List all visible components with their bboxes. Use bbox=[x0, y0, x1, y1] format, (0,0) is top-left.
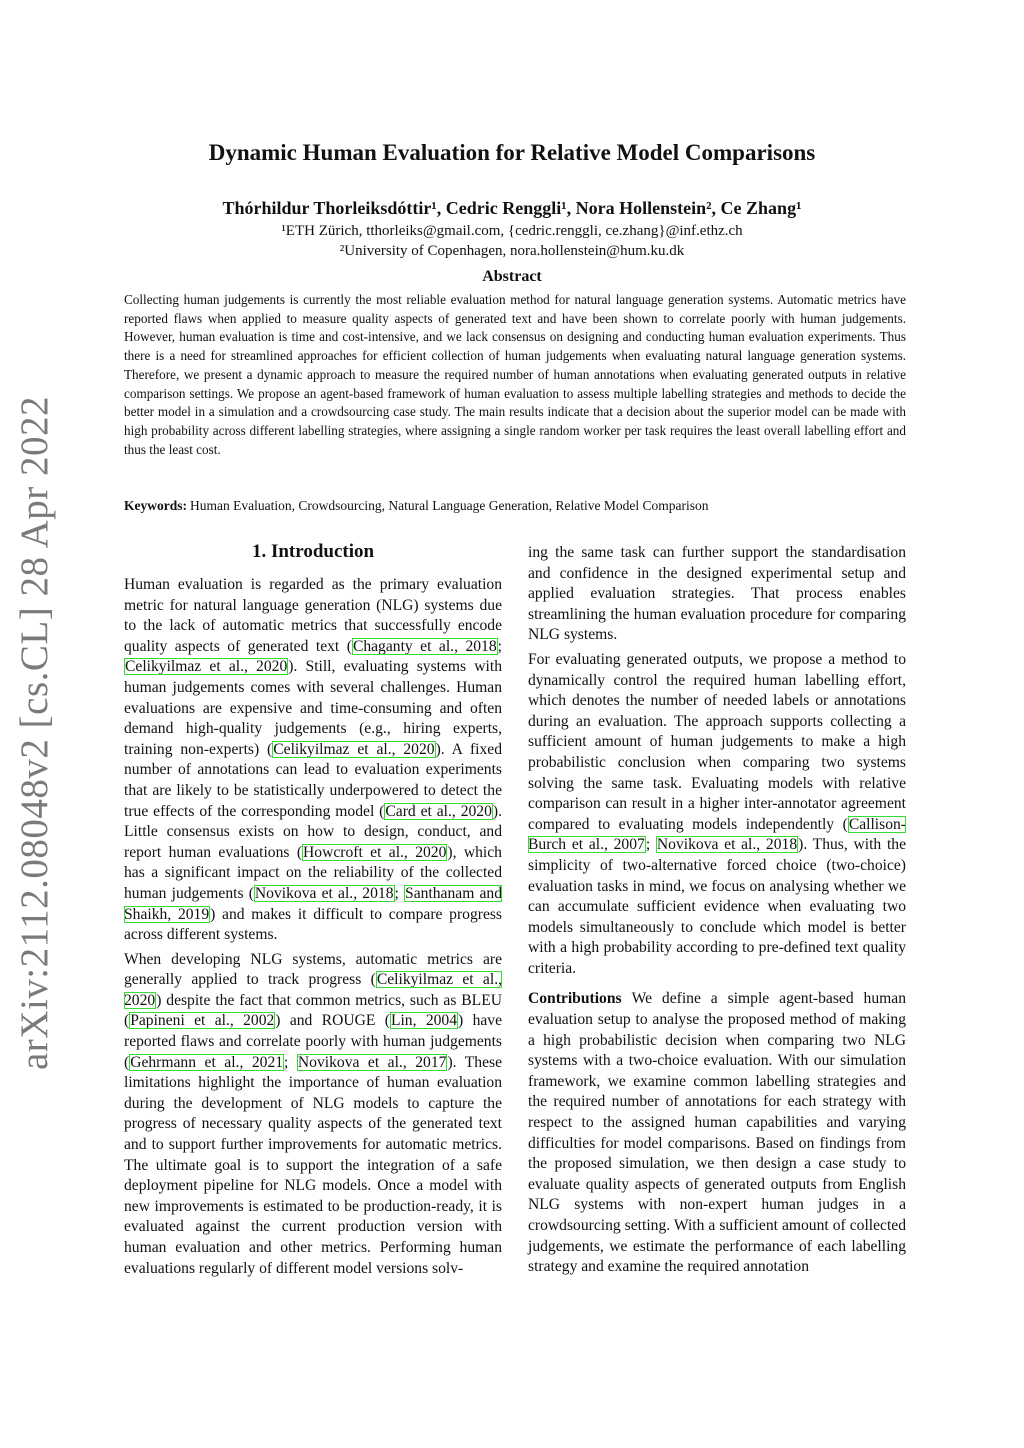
citation-link[interactable]: Gehrmann et al., 2021 bbox=[130, 1053, 284, 1071]
citation-link[interactable]: Chaganty et al., 2018 bbox=[352, 637, 497, 655]
keywords-label: Keywords: bbox=[124, 498, 187, 513]
citation-link[interactable]: Callison-Burch et al., 2007 bbox=[528, 815, 906, 854]
abstract-text: Collecting human judgements is currently the most reliable evaluation method for natural language generation systems. Automatic metrics have reported flaws when applied to measure quality aspects of generated text and have been shown to correlate poorly with human judgements. However, human evaluation is time and cost-intensive, and we lack consensus on designing and conducting human evaluation experiments. Thus there is a need for streamlined approaches for efficient collection of human judgements when evaluating natural language generation systems. Therefore, we present a dynamic approach to measure the required number of human annotations when evaluating generated outputs in relative comparison settings. We propose an agent-based framework of human evaluation to assess multiple labelling strategies and methods to decide the better model in a simulation and a crowdsourcing case study. The main results indicate that a decision about the superior model can be made with high probability across different labelling strategies, where assigning a single random worker per task requires the least overall labelling effort and thus the least cost. bbox=[124, 292, 906, 457]
citation-link[interactable]: Lin, 2004 bbox=[390, 1012, 458, 1030]
citation-link[interactable]: Santhanam and Shaikh, 2019 bbox=[124, 884, 503, 923]
left-column bbox=[124, 540, 502, 1283]
author-list: Thórhildur Thorleiksdóttir¹, Cedric Renggli¹, Nora Hollenstein², Ce Zhang¹ bbox=[222, 198, 802, 218]
section-heading-introduction: 1. Introduction bbox=[251, 541, 375, 562]
citation-link[interactable]: Celikyilmaz et al., 2020 bbox=[125, 658, 288, 676]
affiliation-eth: ¹ETH Zürich, tthorleiks@gmail.com, {cedric.renggli, ce.zhang}@inf.ethz.ch bbox=[281, 223, 743, 239]
citation-link[interactable]: Novikova et al., 2017 bbox=[297, 1053, 447, 1071]
keywords-text: Human Evaluation, Crowdsourcing, Natural Language Generation, Relative Model Comparison bbox=[190, 498, 709, 513]
keywords bbox=[124, 498, 906, 514]
right-column bbox=[528, 543, 906, 1282]
contributions-heading: Contributions bbox=[528, 990, 622, 1008]
affiliation-copenhagen: ²University of Copenhagen, nora.hollenstein@hum.ku.dk bbox=[339, 243, 685, 259]
arxiv-identifier: arXiv:2112.08048v2 [cs.CL] 28 Apr 2022 bbox=[13, 396, 56, 1070]
intro-paragraph-1: Human evaluation is regarded as the primary evaluation metric for natural language generation (NLG) systems due to the lack of automatic metrics that successfully encode quality aspects of generated text (Chaganty et al., 2018; Celikyilmaz et al., 2020). Still, evaluating systems with human judgements comes with several challenges. Human evaluations are expensive and time-consuming and often demand high-quality judgements (e.g., hiring experts, training non-experts) (Celikyilmaz et al., 2020). A fixed number of annotations can lead to evaluation experiments that are likely to be statistically underpowered to detect the true effects of the corresponding model (Card et al., 2020). Little consensus exists on how to design, conduct, and report human evaluations (Howcroft et al., 2020), which has a significant impact on the reliability of the collected human judgements (Novikova et al., 2018; Santhanam and Shaikh, 2019) and makes it difficult to compare progress across different systems. bbox=[124, 576, 503, 944]
citation-link[interactable]: Howcroft et al., 2020 bbox=[303, 843, 447, 861]
intro-paragraph-2: When developing NLG systems, automatic metrics are generally applied to track progress (Celikyilmaz et al., 2020) despite the fact that common metrics, such as BLEU (Papineni et al., 2002) and ROUGE (Lin, 2004) have reported flaws and correlate poorly with human judgements (Gehrmann et al., 2021; Novikova et al., 2017). These limitations highlight the importance of human evaluation during the development of NLG models to capture the progress of necessary quality aspects of the generated text and to support further improvements for automatic metrics. The ultimate goal is to support the integration of a safe deployment pipeline for NLG models. Once a model with new improvements is estimated to be production-ready, it is evaluated against the current production version with human evaluation and other metrics. Performing human evaluations regularly of different model versions solv- bbox=[124, 950, 503, 1277]
paper-title: Dynamic Human Evaluation for Relative Model Comparisons bbox=[208, 140, 816, 165]
citation-link[interactable]: Papineni et al., 2002 bbox=[130, 1012, 275, 1030]
abstract-heading: Abstract bbox=[482, 268, 542, 285]
citation-link[interactable]: Novikova et al., 2018 bbox=[254, 884, 394, 902]
citation-link[interactable]: Card et al., 2020 bbox=[385, 802, 492, 820]
intro-paragraph-4: For evaluating generated outputs, we propose a method to dynamically control the required human labelling effort, which denotes the number of needed labels or annotations during an evaluation. The approach supports collecting a sufficient amount of human judgements to make a high probabilistic conclusion when comparing two systems solving the same task. Evaluating models with relative comparison can result in a higher inter-annotator agreement compared to evaluating models independently (Callison-Burch et al., 2007; Novikova et al., 2018). Thus, with the simplicity of two-alternative forced choice (two-choice) evaluation tasks in mind, we focus on analysing whether we can accumulate sufficient evidence when evaluating two models simultaneously to conclude which model is better with a high probability according to pre-defined text quality criteria. bbox=[528, 650, 907, 977]
citation-link[interactable]: Novikova et al., 2018 bbox=[656, 836, 798, 854]
intro-paragraph-3: ing the same task can further support the standardisation and confidence in the designed experimental setup and applied evaluation strategies. That process enables streamlining the human evaluation procedure for comparing NLG systems. bbox=[528, 544, 906, 644]
citation-link[interactable]: Celikyilmaz et al., 2020 bbox=[124, 971, 502, 1009]
citation-link[interactable]: Celikyilmaz et al., 2020 bbox=[273, 740, 435, 758]
contributions-paragraph: Contributions We define a simple agent-based human evaluation setup to analyse the proposed method of making a high probabilistic decision when comparing two NLG systems with a two-choice evaluation. With our simulation framework, we examine common labelling strategies and the required number of annotations for each strategy with respect to the assigned human capabilities and varying difficulties for model comparisons. Based on findings from the proposed simulation, we then design a case study to evaluate quality aspects of generated outputs from English NLG systems with non-expert human judges in a crowdsourcing setting. With a sufficient amount of collected judgements, we estimate the performance of each labelling strategy and examine the required annotation bbox=[528, 990, 906, 1276]
